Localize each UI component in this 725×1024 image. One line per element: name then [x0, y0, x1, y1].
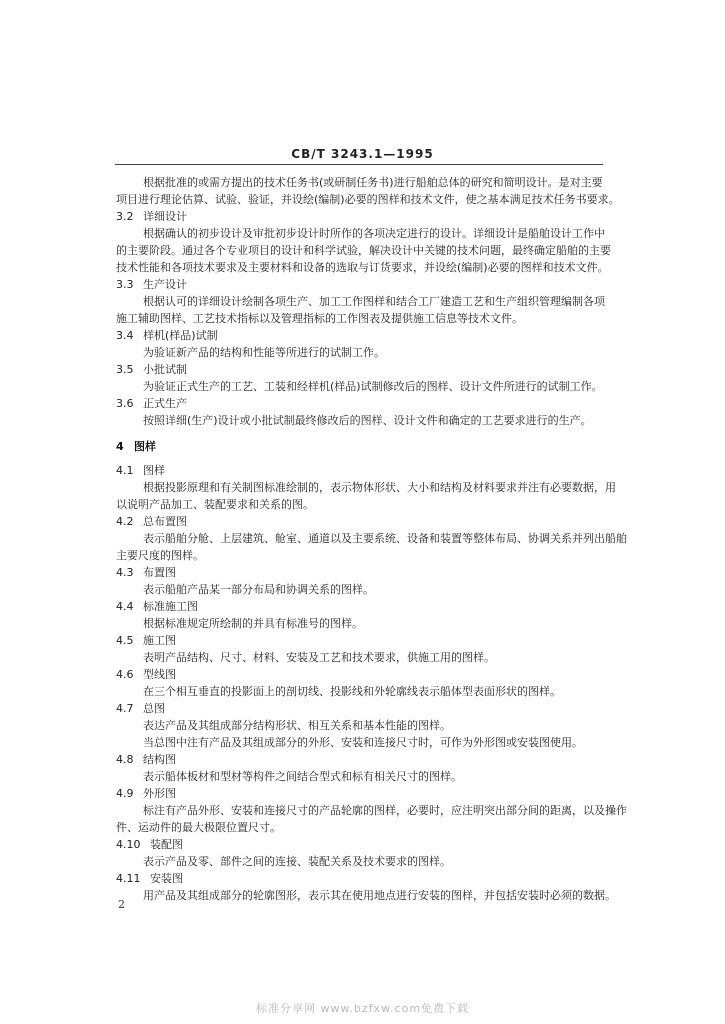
header-rule — [115, 164, 603, 165]
page-number: 2 — [118, 898, 125, 911]
section-number: 3.6 — [116, 397, 134, 410]
body-line: 表示船舶分舱、上层建筑、舱室、通道以及主要系统、设备和装置等整体布局、协调关系并列出船舶 — [143, 532, 627, 545]
section-number: 4.10 — [116, 838, 141, 851]
body-line: 的主要阶段。通过各个专业项目的设计和科学试验，解决设计中关键的技术问题，最终确定船舶的主要 — [116, 244, 611, 257]
section-title: 总布置图 — [143, 515, 187, 528]
section-number: 4.7 — [116, 702, 134, 715]
body-line: 标注有产品外形、安装和连接尺寸的产品轮廓的图样，必要时，应注明突出部分间的距离，以及操作 — [143, 804, 627, 817]
body-line: 根据投影原理和有关制图标准绘制的，表示物体形状、大小和结构及材料要求并注有必要数据，用 — [143, 481, 616, 494]
body-line: 项目进行理论估算、试验、验证，并设绘(编制)必要的图样和技术文件，使之基本满足技术任务书要求。 — [116, 193, 620, 206]
body-line: 以说明产品加工、装配要求和关系的图。 — [116, 498, 314, 511]
section-title: 图样 — [143, 464, 165, 477]
body-line: 为验证正式生产的工艺、工装和经样机(样品)试制修改后的图样、设计文件所进行的试制工作。 — [143, 380, 603, 393]
body-line: 根据确认的初步设计及审批初步设计时所作的各项决定进行的设计。详细设计是船舶设计工作中 — [143, 227, 605, 240]
section-title: 正式生产 — [143, 397, 187, 410]
section-number: 4.8 — [116, 753, 134, 766]
section-title: 详细设计 — [143, 210, 187, 223]
section-number: 4.4 — [116, 600, 134, 613]
section-title: 装配图 — [150, 838, 183, 851]
body-line: 按照详细(生产)设计或小批试制最终修改后的图样、设计文件和确定的工艺要求进行的生产。 — [143, 414, 592, 427]
section-number: 4.3 — [116, 566, 134, 579]
body-line: 技术性能和各项技术要求及主要材料和设备的选取与订货要求，并设绘(编制)必要的图样和技术文件。 — [116, 261, 609, 274]
section-number: 4.6 — [116, 668, 134, 681]
section-title: 样机(样品)试制 — [143, 329, 218, 342]
section-title: 布置图 — [143, 566, 176, 579]
body-line: 用产品及其组成部分的轮廓图形，表示其在使用地点进行安装的图样，并包括安装时必须的数据。 — [143, 889, 616, 902]
chapter-title: 图样 — [134, 440, 156, 453]
site-watermark: 标准分享网 www.bzfxw.com免费下载 — [255, 1002, 470, 1015]
section-number: 4.9 — [116, 787, 134, 800]
body-line: 表示产品及零、部件之间的连接、装配关系及技术要求的图样。 — [143, 855, 451, 868]
body-line: 根据认可的详细设计绘制各项生产、加工工作图样和结合工厂建造工艺和生产组织管理编制各项 — [143, 295, 605, 308]
body-line: 表达产品及其组成部分结构形状、相互关系和基本性能的图样。 — [143, 719, 451, 732]
body-line: 件、运动件的最大极限位置尺寸。 — [116, 821, 281, 834]
section-number: 3.5 — [116, 363, 134, 376]
section-title: 结构图 — [143, 753, 176, 766]
body-line: 根据批准的或需方提出的技术任务书(或研制任务书)进行船舶总体的研究和简明设计。是对主要 — [143, 176, 603, 189]
section-title: 生产设计 — [143, 278, 187, 291]
section-number: 3.2 — [116, 210, 134, 223]
body-line: 主要尺度的图样。 — [116, 549, 204, 562]
body-line: 为验证新产品的结构和性能等所进行的试制工作。 — [143, 346, 385, 359]
section-number: 3.3 — [116, 278, 134, 291]
section-title: 小批试制 — [143, 363, 187, 376]
body-line: 表明产品结构、尺寸、材料、安装及工艺和技术要求，供施工用的图样。 — [143, 651, 495, 664]
body-line: 表示船舶产品某一部分布局和协调关系的图样。 — [143, 583, 374, 596]
chapter-number: 4 — [116, 440, 124, 453]
section-number: 4.5 — [116, 634, 134, 647]
section-title: 型线图 — [143, 668, 176, 681]
section-number: 4.2 — [116, 515, 134, 528]
section-number: 4.1 — [116, 464, 134, 477]
section-title: 总图 — [143, 702, 165, 715]
body-line: 根据标准规定所绘制的并具有标准号的图样。 — [143, 617, 363, 630]
standard-number-header: CB/T 3243.1—1995 — [291, 147, 434, 161]
body-line: 施工辅助图样、工艺技术指标以及管理指标的工作图表及提供施工信息等技术文件。 — [116, 312, 523, 325]
section-title: 标准施工图 — [143, 600, 198, 613]
body-line: 表示船体板材和型材等构件之间结合型式和标有相关尺寸的图样。 — [143, 770, 462, 783]
body-line: 当总图中注有产品及其组成部分的外形、安装和连接尺寸时，可作为外形图或安装图使用。 — [143, 736, 583, 749]
section-title: 外形图 — [143, 787, 176, 800]
section-title: 施工图 — [143, 634, 176, 647]
section-title: 安装图 — [150, 872, 183, 885]
section-number: 3.4 — [116, 329, 134, 342]
body-line: 在三个相互垂直的投影面上的剖切线、投影线和外轮廓线表示船体型表面形状的图样。 — [143, 685, 561, 698]
section-number: 4.11 — [116, 872, 141, 885]
